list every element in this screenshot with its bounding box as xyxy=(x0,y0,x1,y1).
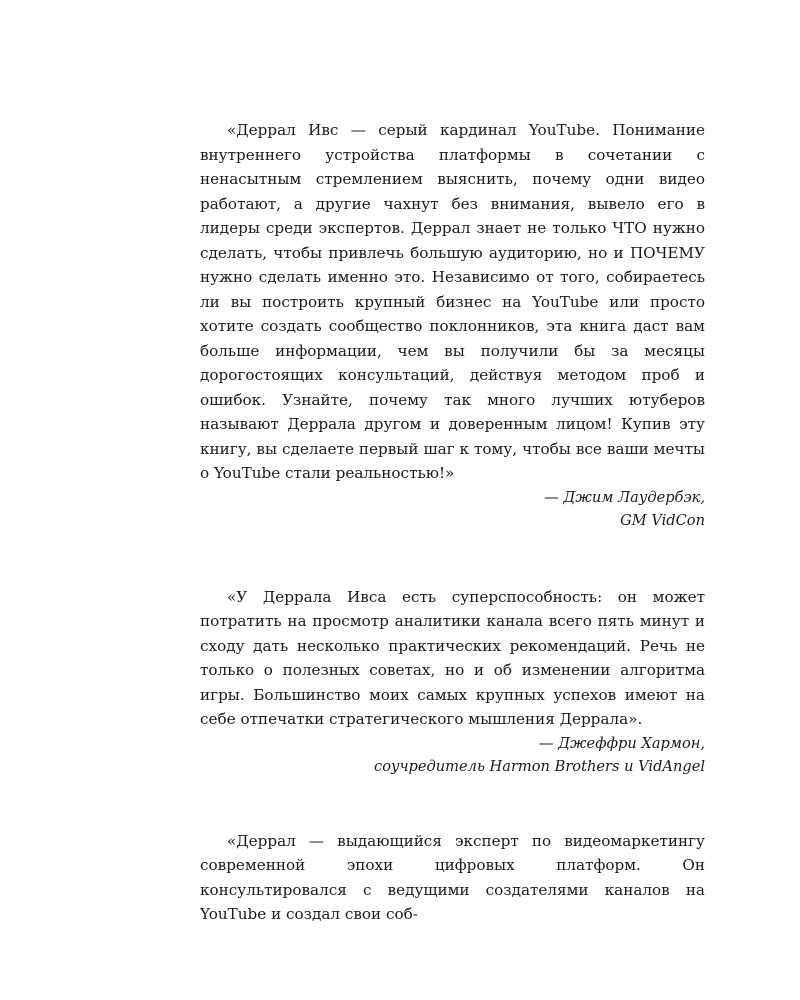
quote-text: «У Деррала Ивса есть суперспособность: он может потратить на просмотр аналитики канала всего пять минут и сходу дать несколько практических рекомендаций. Речь не только о полезных советах, но и об изменении алгоритма игры. Большинство моих самых крупных успехов имеют на себе отпечатки стратегического мышления Деррала». xyxy=(200,587,705,728)
quote-author: — Джеффри Хармон, xyxy=(538,734,705,752)
quote-author-role: соучредитель Harmon Brothers и VidAngel xyxy=(374,758,705,775)
testimonial-quote xyxy=(200,118,705,533)
quote-text: «Деррал Ивс — серый кардинал YouTube. Понимание внутреннего устройства платформы в сочетании с ненасытным стремлением выяснить, почему одни видео работают, а другие чахнут без внимания, вывело его в лидеры среди экспертов. Деррал знает не только ЧТО нужно сделать, чтобы привлечь большую аудиторию, но и ПОЧЕМУ нужно сделать именно это. Независимо от того, собираетесь ли вы построить крупный бизнес на YouTube или просто хотите создать сообщество поклонников, эта книга даст вам больше информации, чем вы получили бы за месяцы дорогостоящих консультаций, действуя методом проб и ошибок. Узнайте, почему так много лучших ютуберов называют Деррала другом и доверенным лицом! Купив эту книгу, вы сделаете первый шаг к тому, чтобы все ваши мечты о YouTube стали реальностью!» xyxy=(200,121,705,482)
quote-author: — Джим Лаудербэк, xyxy=(544,488,705,506)
page-body xyxy=(200,118,705,927)
quote-text: «Деррал — выдающийся эксперт по видеомаркетингу современной эпохи цифровых платформ. Он консультировался с ведущими создателями каналов на YouTube и создал свои соб- xyxy=(200,831,705,923)
quote-author-role: GM VidCon xyxy=(620,512,705,529)
testimonial-quote xyxy=(200,585,705,779)
testimonial-quote xyxy=(200,829,705,927)
